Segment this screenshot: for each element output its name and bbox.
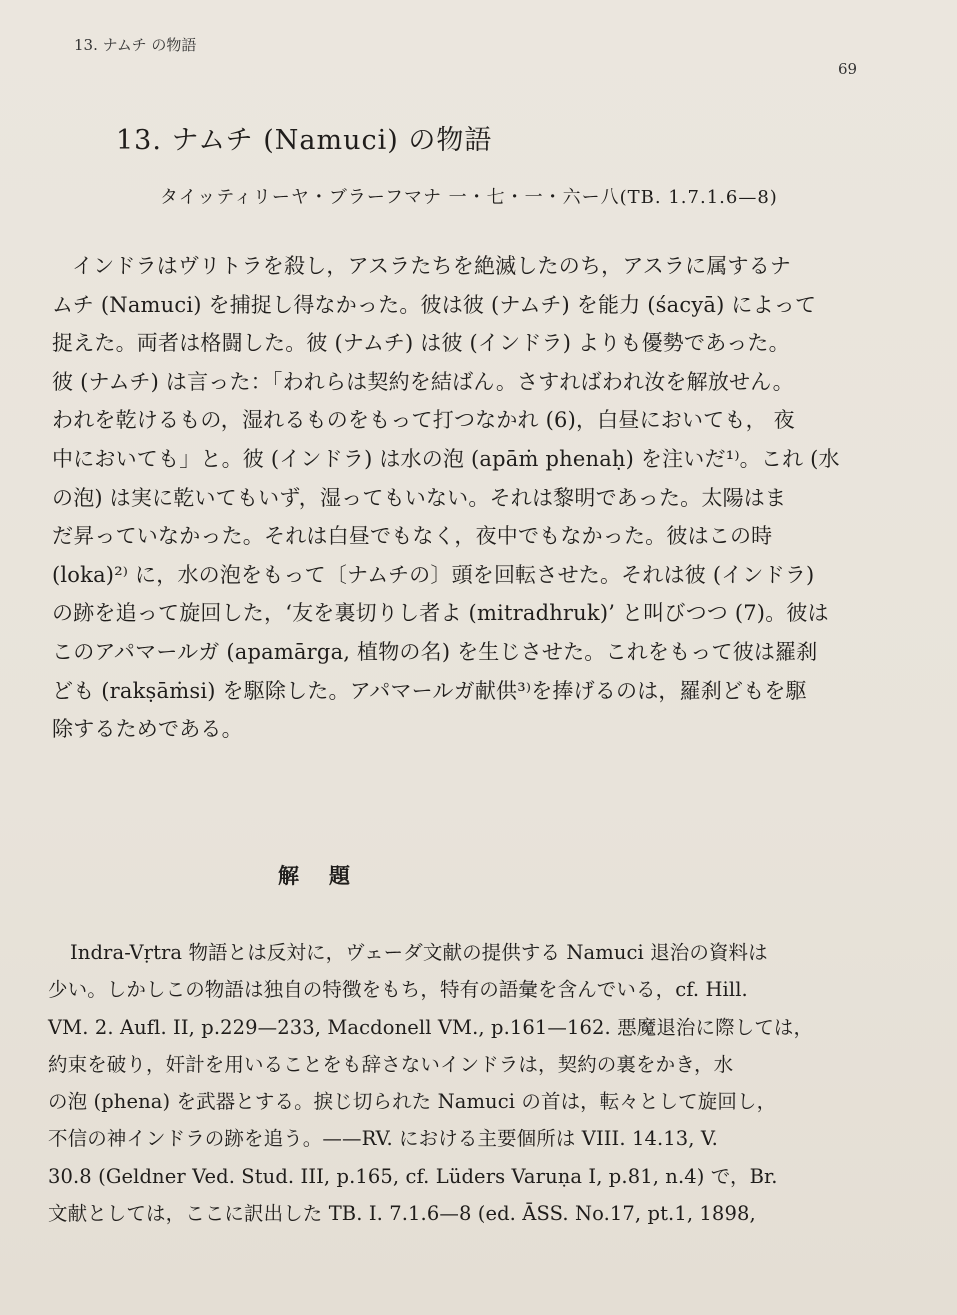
commentary-line: VM. 2. Aufl. II, p.229—233, Macdonell VM., p.161—162. 悪魔退治に際しては， [48, 1015, 814, 1039]
commentary-line: 約束を破り，奸計を用いることをも辞さないインドラは，契約の裏をかき，水 [48, 1052, 734, 1076]
text-line: の跡を追って旋回した，‘友を裏切りし者よ (mitradhruk)’ と叫びつつ (7)。彼は [52, 601, 829, 626]
chapter-source: タイッティリーヤ・ブラーフマナ 一・七・一・六ー八(TB. 1.7.1.6—8) [160, 187, 778, 208]
text-line: インドラはヴリトラを殺し，アスラたちを絶滅したのち，アスラに属するナ [72, 254, 792, 278]
text-line: だ昇っていなかった。それは白昼でもなく，夜中でもなかった。彼はこの時 [52, 524, 773, 549]
text-line: 捉えた。両者は格闘した。彼 (ナムチ) は彼 (インドラ) よりも優勢であった。 [52, 331, 790, 356]
text-line: ムチ (Namuci) を捕捉し得なかった。彼は彼 (ナムチ) を能力 (śacyā) によって [52, 292, 817, 317]
text-line: (loka)²⁾ に，水の泡をもって〔ナムチの〕頭を回転させた。それは彼 (インドラ) [52, 562, 815, 587]
commentary-line: 不信の神インドラの跡を追う。——RV. における主要個所は VIII. 14.13, V. [48, 1127, 718, 1151]
chapter-title: 13. ナムチ (Namuci) の物語 [116, 125, 493, 156]
running-head: 13. ナムチ の物語 [74, 36, 197, 54]
text-line: 彼 (ナムチ) は言った：「われらは契約を結ばん。さすればわれ汝を解放せん。 [52, 369, 794, 394]
translation-text [52, 247, 874, 749]
commentary-line: Indra-Vṛtra 物語とは反対に，ヴェーダ文献の提供する Namuci 退治の資料は [70, 941, 768, 964]
text-line: の泡) は実に乾いてもいず，湿ってもいない。それは黎明であった。太陽はま [52, 485, 787, 510]
commentary-line: 少い。しかしこの物語は独自の特徴をもち，特有の語彙を含んでいる，cf. Hill. [48, 978, 748, 1002]
text-line: われを乾けるもの，湿れるものをもって打つなかれ (6)，白昼においても， 夜 [52, 408, 795, 433]
text-line: ども (rakṣāṁsi) を駆除した。アパマールガ献供³⁾を捧げるのは，羅刹どもを駆 [52, 678, 807, 703]
section-heading: 解題 [278, 863, 380, 888]
commentary-line: 30.8 (Geldner Ved. Stud. III, p.165, cf. Lüders Varuṇa I, p.81, n.4) で，Br. [48, 1164, 778, 1188]
commentary-text [48, 934, 878, 1232]
text-line: 中においても」と。彼 (インドラ) は水の泡 (apāṁ phenaḥ) を注いだ¹⁾。これ (水 [52, 446, 840, 471]
text-line: このアパマールガ (apamārga, 植物の名) を生じさせた。これをもって彼は羅刹 [52, 639, 818, 664]
commentary-line: の泡 (phena) を武器とする。捩じ切られた Namuci の首は，転々として旋回し， [48, 1090, 777, 1114]
commentary-line: 文献としては，ここに訳出した TB. I. 7.1.6—8 (ed. ĀSS. No.17, pt.1, 1898, [48, 1202, 756, 1226]
page-number: 69 [838, 60, 858, 78]
text-line: 除するためである。 [52, 717, 243, 742]
